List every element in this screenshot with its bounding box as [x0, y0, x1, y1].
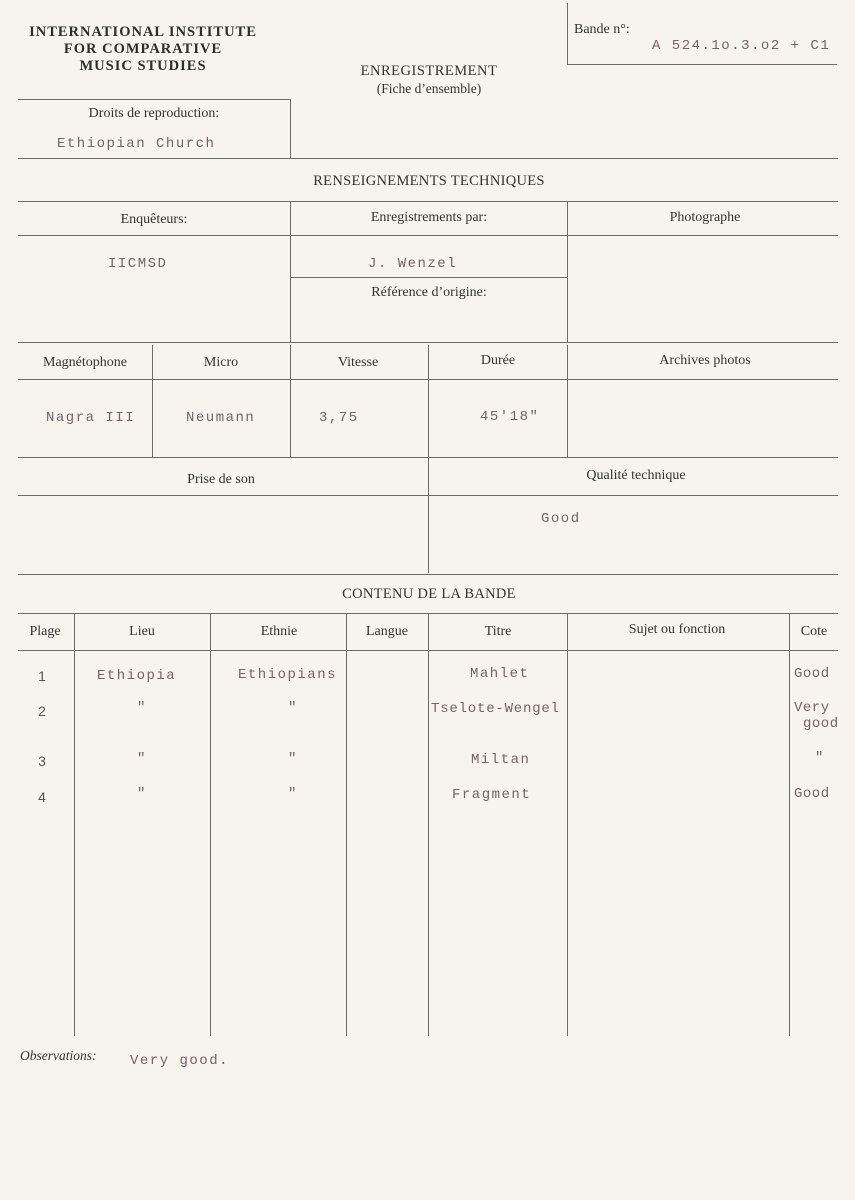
- enqueteurs-value: IICMSD: [108, 256, 168, 272]
- magnetophone-value: Nagra III: [46, 410, 136, 426]
- droits-label: Droits de reproduction:: [88, 106, 220, 121]
- row-1-plage: 1: [38, 668, 46, 684]
- row-2-cote-line-1: Very: [794, 700, 830, 716]
- row-3-lieu: ": [137, 751, 147, 767]
- renseignements-title: RENSEIGNEMENTS TECHNIQUES: [313, 173, 545, 189]
- prise-de-son-label: Prise de son: [187, 472, 255, 487]
- row-4-plage: 4: [38, 789, 46, 805]
- bande-value: A 524.1o.3.o2 + C1: [652, 38, 831, 54]
- droits-value: Ethiopian Church: [57, 136, 216, 152]
- enregistrement-subtitle: (Fiche d’ensemble): [376, 81, 482, 96]
- qualite-technique-label: Qualité technique: [586, 468, 686, 483]
- header-ethnie: Ethnie: [260, 624, 298, 639]
- row-4-cote: Good: [794, 786, 830, 802]
- institute-line-3: MUSIC STUDIES: [79, 58, 207, 74]
- header-cote: Cote: [800, 624, 828, 639]
- row-2-cote-line-2: good: [803, 716, 839, 732]
- header-lieu: Lieu: [129, 624, 155, 639]
- micro-label: Micro: [203, 355, 239, 370]
- enqueteurs-label: Enquêteurs:: [120, 212, 188, 227]
- header-langue: Langue: [366, 624, 408, 639]
- reference-label: Référence d’origine:: [371, 285, 487, 300]
- row-3-cote: ": [815, 750, 825, 766]
- row-2-lieu: ": [137, 700, 147, 716]
- row-4-lieu: ": [137, 786, 147, 802]
- enregistrement-title: ENREGISTREMENT: [360, 63, 498, 79]
- institute-line-1: INTERNATIONAL INSTITUTE: [29, 24, 257, 40]
- row-2-plage: 2: [38, 703, 46, 719]
- duree-label: Durée: [480, 353, 516, 368]
- magnetophone-label: Magnétophone: [43, 355, 127, 370]
- row-1-cote: Good: [794, 666, 830, 682]
- duree-value: 45'18": [480, 409, 540, 425]
- observations-value: Very good.: [130, 1053, 230, 1069]
- row-4-titre: Fragment: [452, 787, 532, 803]
- institute-name: [18, 24, 268, 75]
- row-3-ethnie: ": [288, 751, 298, 767]
- row-2-titre: Tselote-Wengel: [431, 701, 560, 717]
- row-4-ethnie: ": [288, 786, 298, 802]
- institute-line-2: FOR COMPARATIVE: [63, 41, 223, 57]
- photographe-label: Photographe: [669, 210, 741, 225]
- vitesse-label: Vitesse: [337, 355, 379, 370]
- qualite-technique-value: Good: [541, 511, 581, 527]
- observations-label: Observations:: [20, 1048, 97, 1063]
- header-sujet: Sujet ou fonction: [628, 622, 726, 637]
- row-3-plage: 3: [38, 753, 46, 769]
- row-1-ethnie: Ethiopians: [238, 667, 338, 683]
- micro-value: Neumann: [186, 410, 256, 426]
- contenu-title: CONTENU DE LA BANDE: [342, 586, 516, 602]
- header-plage: Plage: [29, 624, 61, 639]
- enregistrements-par-label: Enregistrements par:: [370, 210, 488, 225]
- enregistrements-par-value: J. Wenzel: [368, 256, 458, 272]
- bande-label: Bande n°:: [574, 22, 630, 37]
- row-1-lieu: Ethiopia: [97, 668, 177, 684]
- vitesse-value: 3,75: [319, 410, 359, 426]
- header-titre: Titre: [484, 624, 512, 639]
- row-1-titre: Mahlet: [470, 666, 530, 682]
- row-3-titre: Miltan: [471, 752, 531, 768]
- row-2-ethnie: ": [288, 700, 298, 716]
- archives-photos-label: Archives photos: [659, 353, 751, 368]
